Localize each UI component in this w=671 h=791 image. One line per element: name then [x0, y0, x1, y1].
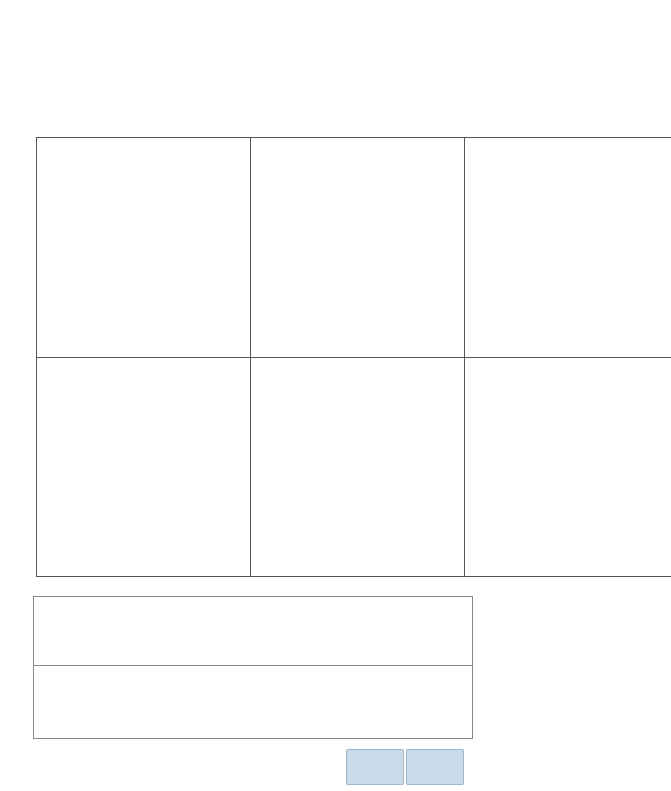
graph-grid: [36, 137, 671, 577]
clear-button[interactable]: [346, 749, 404, 785]
question-a-row: [33, 596, 473, 666]
question-b-row: [33, 665, 473, 739]
undo-button[interactable]: [406, 749, 464, 785]
